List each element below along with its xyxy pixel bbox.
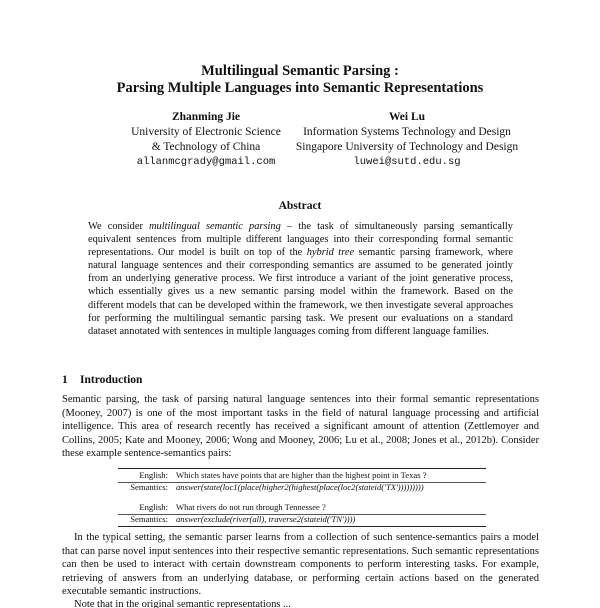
intro-paragraph-1: Semantic parsing, the task of parsing natural language sentences into their formal semantic representations (Mooney, 2007) is one of the most important tasks in the field of natural language processing and artificial intelligence. This area of research recently has received a significant amount of attention (Zettlemoyer and Collins, 2005; Kate and Mooney, 2006; Wong and Mooney, 2006; Lu et al., 2008; Jones et al., 2012b). Consider these example sentence-semantics pairs: <box>62 394 539 459</box>
table-rule-bottom <box>118 526 486 527</box>
abstract-text-part: We consider <box>88 221 150 232</box>
author-affiliation: University of Electronic Science <box>131 126 281 138</box>
semantics-expression: answer(exclude(river(all), traverse2(stateid('TN')))) <box>176 514 356 524</box>
paper-title-line1: Multilingual Semantic Parsing : <box>201 63 399 79</box>
author-affiliation: Information Systems Technology and Design <box>303 126 511 138</box>
section-heading <box>62 374 142 386</box>
author-email: allanmcgrady@gmail.com <box>136 156 276 168</box>
example-row-semantics <box>118 482 486 493</box>
english-sentence: Which states have points that are higher than the highest point in Texas ? <box>176 470 427 480</box>
intro-paragraph-3: Note that in the original semantic representations ... <box>74 599 291 608</box>
example-row-semantics <box>118 514 486 525</box>
example-row-english <box>118 502 486 513</box>
abstract-text-part: semantic parsing framework, where natural language sentences and their corresponding semantics are assumed to be generated jointly from an underlying generative process. We first introduce a variant of the joint generative process, which essentially gives us a new semantic parsing model within the framework. Based on the different models that can be developed within the framework, we then investigate several approaches for performing the multilingual semantic parsing task. We present our evaluations on a standard dataset annotated with sentences in multiple languages coming from different language families. <box>88 247 513 337</box>
author-name: Wei Lu <box>388 111 426 123</box>
semantics-expression: answer(state(loc1(place(higher2(highest(place(loc2(stateid('TX'))))))))) <box>176 482 424 492</box>
author-email: luwei@sutd.edu.sg <box>353 156 461 168</box>
abstract-term: multilingual semantic parsing <box>149 221 281 232</box>
english-sentence: What rivers do not run through Tennessee ? <box>176 502 326 512</box>
semantics-label: Semantics: <box>130 482 168 492</box>
author-name: Zhanming Jie <box>171 111 241 123</box>
semantics-label: Semantics: <box>130 514 168 524</box>
section-title: Introduction <box>80 374 143 386</box>
abstract-text-part: – the task of simultaneously parsing semantically equivalent sentences from multiple different languages into their corresponding formal semantic representations. Our model is built on top of the <box>88 221 513 259</box>
abstract-heading: Abstract <box>278 200 322 212</box>
english-label: English: <box>139 470 168 480</box>
author-block-2 <box>276 110 538 170</box>
english-label: English: <box>139 502 168 512</box>
author-affiliation: Singapore University of Technology and Design <box>295 141 519 153</box>
intro-paragraph-2: In the typical setting, the semantic parser learns from a collection of such sentence-semantics pairs a model that can parse novel input sentences into their respective semantic representations. Such semantic representations can then be used to interact with certain downstream components to perform interesting tasks. For example, retrieving of answers from an underlying database, or performing certain actions based on the generated executable semantic instructions. <box>62 532 539 597</box>
example-row-english <box>118 470 486 481</box>
author-affiliation: & Technology of China <box>151 141 261 153</box>
table-rule-top <box>118 468 486 469</box>
paper-title-line2: Parsing Multiple Languages into Semantic Representations <box>116 80 484 96</box>
section-number: 1 <box>62 374 68 386</box>
abstract-term: hybrid tree <box>306 247 355 259</box>
abstract-text <box>88 220 513 338</box>
